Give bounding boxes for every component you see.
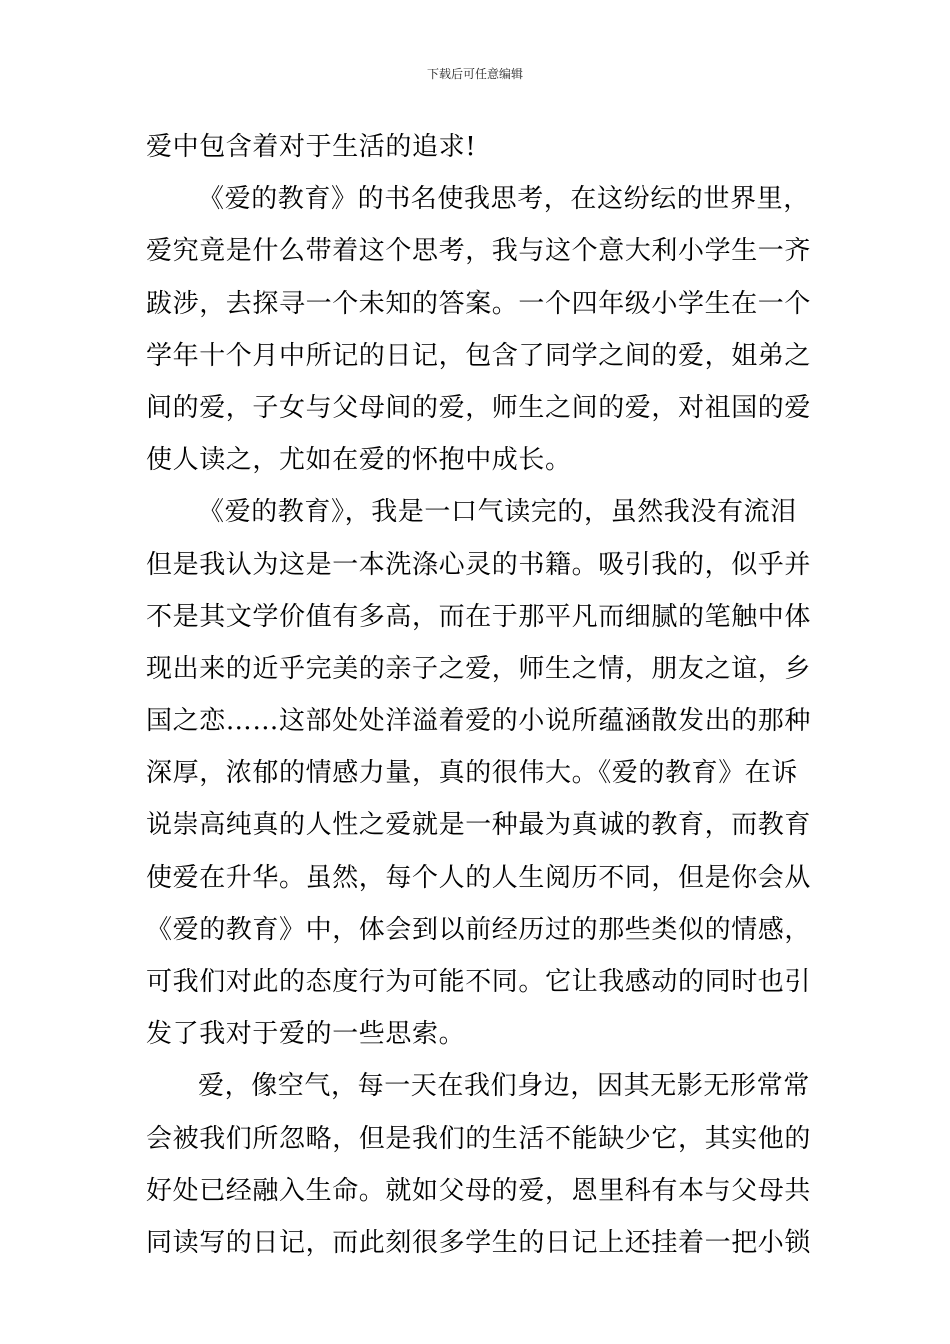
text-line: 《爱的教育》的书名使我思考，在这纷纭的世界里， (198, 184, 810, 215)
text-line: 会被我们所忽略，但是我们的生活不能缺少它，其实他的 (146, 1123, 812, 1154)
text-line: 国之恋……这部处处洋溢着爱的小说所蕴涵散发出的那种 (146, 706, 812, 737)
text-line: 爱，像空气，每一天在我们身边，因其无影无形常常 (198, 1071, 810, 1102)
text-line: 但是我认为这是一本洗涤心灵的书籍。吸引我的，似乎并 (146, 549, 812, 580)
text-line: 学年十个月中所记的日记，包含了同学之间的爱，姐弟之 (146, 340, 812, 371)
text-line: 同读写的日记，而此刻很多学生的日记上还挂着一把小锁 (146, 1227, 812, 1258)
text-line: 可我们对此的态度行为可能不同。它让我感动的同时也引 (146, 967, 812, 997)
page-header: 下载后可任意编辑 (426, 67, 523, 81)
document-body (146, 127, 810, 1275)
text-line: 爱中包含着对于生活的追求! (146, 132, 477, 162)
text-line: 《爱的教育》中，体会到以前经历过的那些类似的情感， (146, 914, 812, 945)
text-line: 《爱的教育》，我是一口气读完的，虽然我没有流泪 (198, 497, 797, 528)
text-line: 现出来的近乎完美的亲子之爱，师生之情，朋友之谊，乡 (146, 653, 812, 684)
text-line: 深厚，浓郁的情感力量，真的很伟大。《爱的教育》在诉 (146, 758, 799, 789)
text-line: 发了我对于爱的一些思索。 (146, 1019, 466, 1050)
text-line: 使爱在升华。虽然，每个人的人生阅历不同，但是你会从 (146, 862, 812, 893)
text-line: 好处已经融入生命。就如父母的爱，恩里科有本与父母共 (146, 1175, 812, 1206)
text-line: 不是其文学价值有多高，而在于那平凡而细腻的笔触中体 (146, 601, 812, 632)
text-line: 使人读之，尤如在爱的怀抱中成长。 (146, 445, 572, 476)
text-line: 说崇高纯真的人性之爱就是一种最为真诚的教育，而教育 (146, 810, 812, 841)
text-line: 跋涉，去探寻一个未知的答案。一个四年级小学生在一个 (146, 288, 812, 319)
text-line: 爱究竟是什么带着这个思考，我与这个意大利小学生一齐 (146, 236, 812, 267)
text-line: 间的爱，子女与父母间的爱，师生之间的爱，对祖国的爱 (146, 392, 812, 423)
